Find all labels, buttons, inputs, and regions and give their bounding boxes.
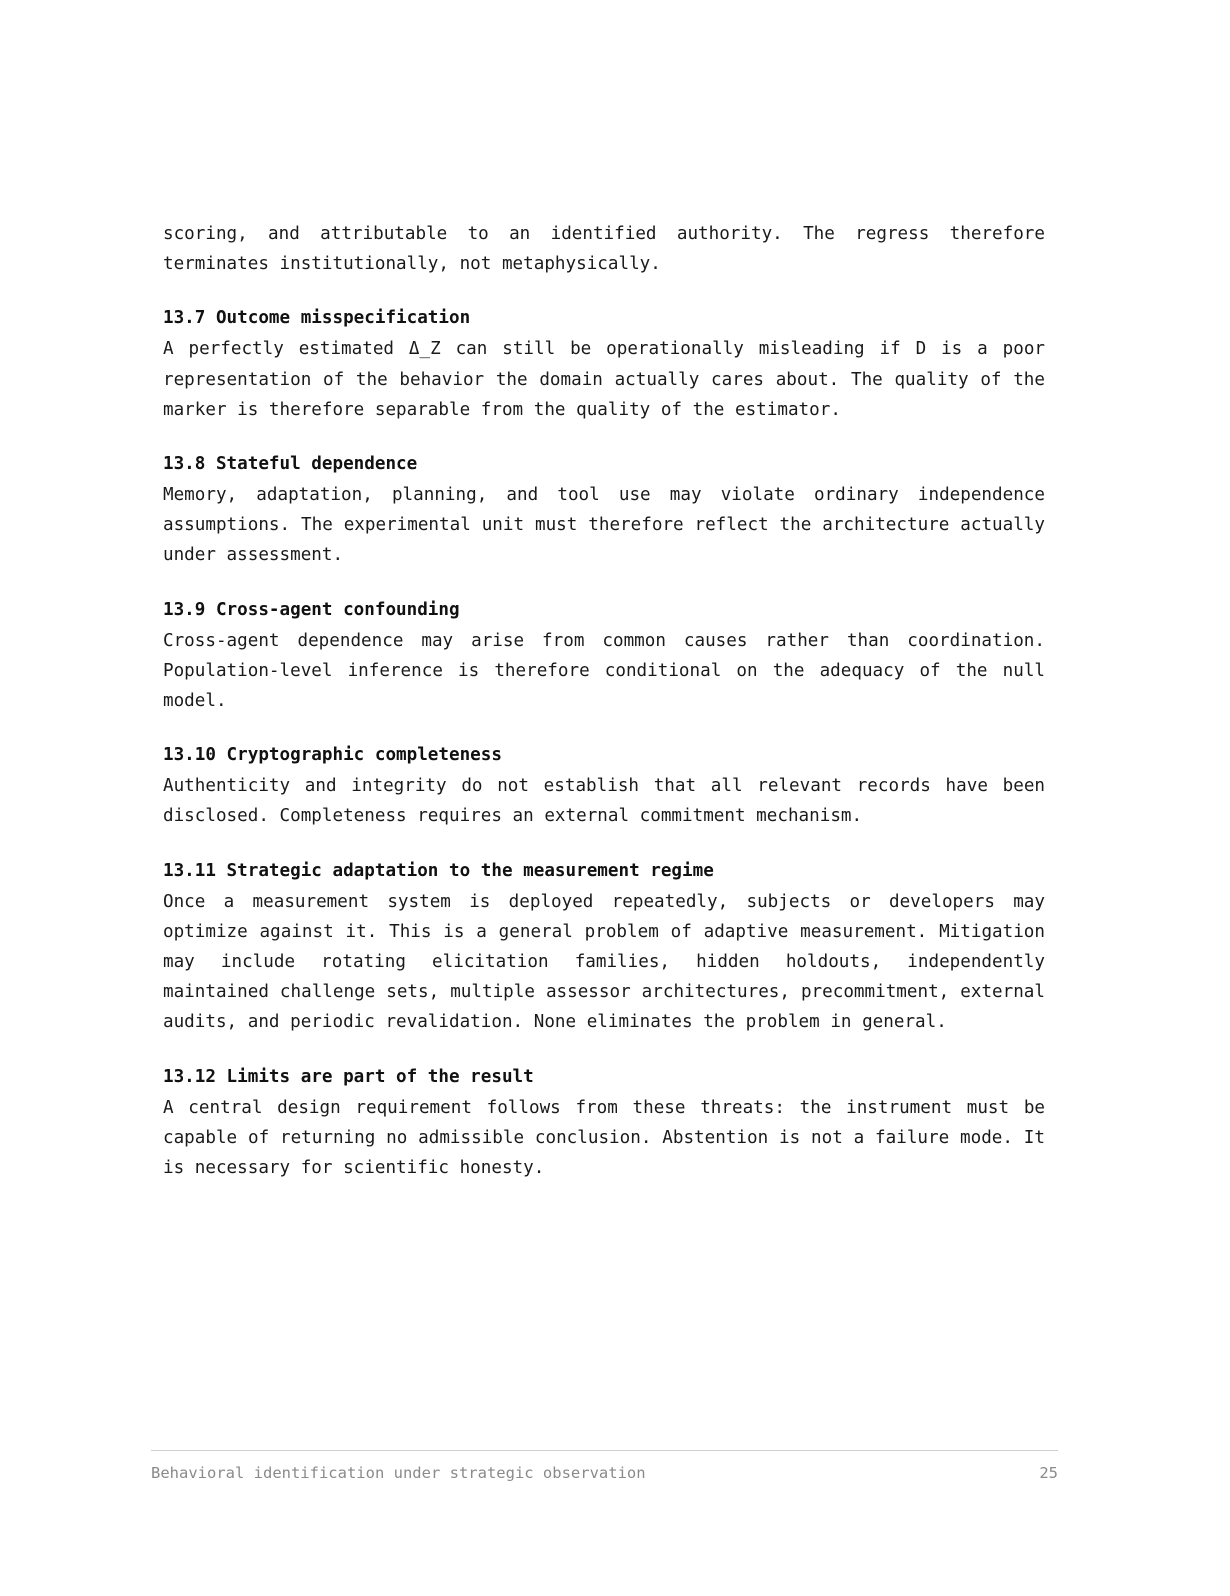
section-13-11	[163, 856, 1045, 1038]
section-heading: 13.12 Limits are part of the result	[163, 1066, 534, 1087]
page-number: 25	[1039, 1464, 1058, 1482]
section-heading: 13.9 Cross-agent confounding	[163, 599, 460, 620]
running-title: Behavioral identification under strategic observation	[151, 1464, 646, 1482]
section-paragraph: Cross-agent dependence may arise from common causes rather than coordination. Population-level inference is therefore conditional on the adequacy of the null model.	[163, 630, 1045, 712]
section-13-9	[163, 595, 1045, 717]
section-13-10	[163, 740, 1045, 831]
section-13-8	[163, 449, 1045, 571]
section-heading: 13.10 Cryptographic completeness	[163, 745, 502, 766]
section-13-7	[163, 303, 1045, 425]
section-heading: 13.11 Strategic adaptation to the measurement regime	[163, 860, 714, 881]
section-paragraph: Authenticity and integrity do not establish that all relevant records have been disclosed. Completeness requires an external commitment mechanism.	[163, 776, 1045, 827]
section-heading: 13.8 Stateful dependence	[163, 454, 418, 475]
section-paragraph: A central design requirement follows from these threats: the instrument must be capable of returning no admissible conclusion. Abstention is not a failure mode. It is necessary for scientific honesty.	[163, 1097, 1045, 1179]
page-footer	[151, 1450, 1058, 1483]
section-heading: 13.7 Outcome misspecification	[163, 308, 471, 329]
section-paragraph: Once a measurement system is deployed repeatedly, subjects or developers may optimize against it. This is a general problem of adaptive measurement. Mitigation may include rotating elicitation families, hidden holdouts, independently maintained challenge sets, multiple assessor architectures, precommitment, external audits, and periodic revalidation. None eliminates the problem in general.	[163, 891, 1045, 1033]
page-body	[163, 219, 1045, 1183]
section-paragraph: A perfectly estimated Δ_Z can still be operationally misleading if D is a poor representation of the behavior the domain actually cares about. The quality of the marker is therefore separable from the quality of the estimator.	[163, 339, 1045, 420]
section-13-12	[163, 1062, 1045, 1184]
section-paragraph: Memory, adaptation, planning, and tool use may violate ordinary independence assumptions. The experimental unit must therefore reflect the architecture actually under assessment.	[163, 485, 1045, 566]
intro-paragraph: scoring, and attributable to an identified authority. The regress therefore terminates institutionally, not metaphysically.	[163, 224, 1045, 275]
